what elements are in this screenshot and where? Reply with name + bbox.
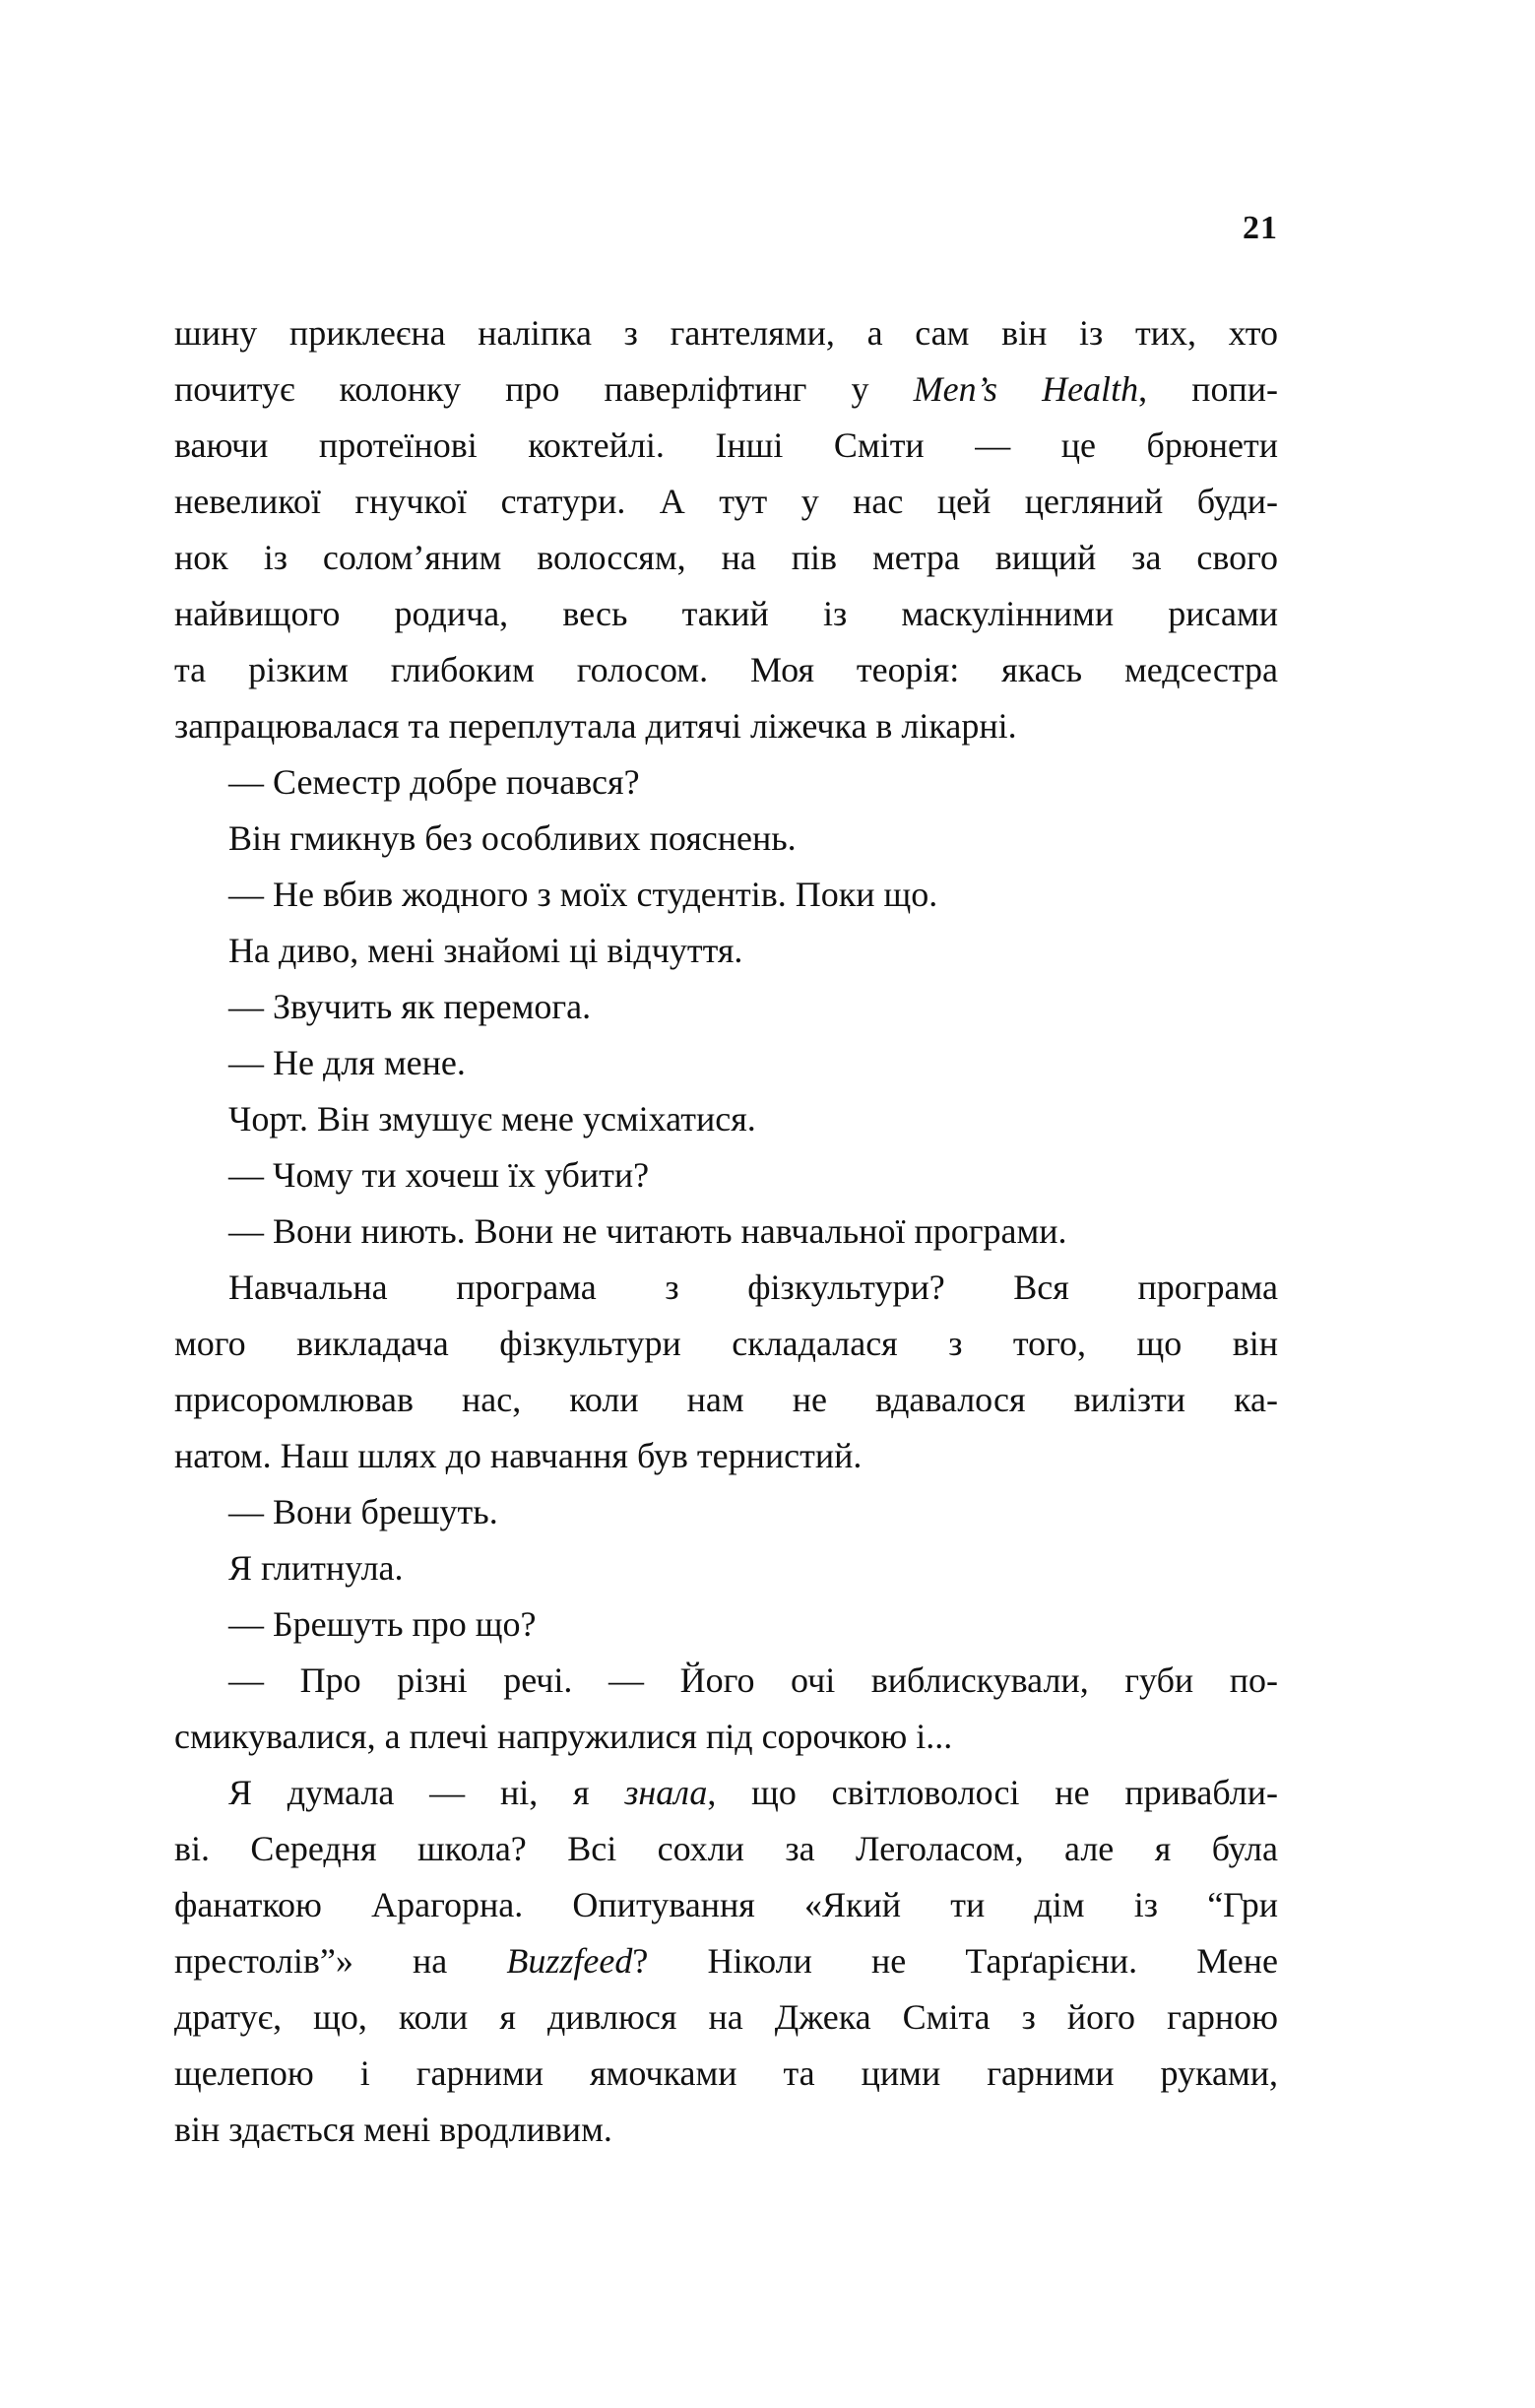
- text-segment: він здається мені вродливим.: [174, 2110, 612, 2149]
- text-segment: — Вони брешуть.: [228, 1492, 498, 1531]
- text-segment: Я глитнула.: [228, 1548, 404, 1588]
- text-line: [174, 1428, 1278, 1484]
- text-line: [174, 1035, 1278, 1091]
- text-segment: — Не вбив жодного з моїх студентів. Поки що.: [228, 875, 938, 914]
- text-line: [174, 1484, 1278, 1540]
- text-segment: шину приклеєна наліпка з гантелями, а сам він із тих, хто: [174, 313, 1278, 353]
- text-segment: фанаткою Арагорна. Опитування «Який ти дім із “Гри: [174, 1885, 1278, 1924]
- text-block: [174, 305, 1278, 2158]
- text-line: [174, 361, 1278, 418]
- text-segment: ві. Середня школа? Всі сохли за Леголасом, але я була: [174, 1829, 1278, 1868]
- text-line: [174, 867, 1278, 923]
- text-segment: На диво, мені знайомі ці відчуття.: [228, 931, 743, 970]
- text-line: [174, 1877, 1278, 1933]
- text-segment: — Вони ниють. Вони не читають навчальної програми.: [228, 1211, 1067, 1251]
- italic-text-segment: Men’s Health: [913, 369, 1139, 409]
- text-segment: — Звучить як перемога.: [228, 987, 592, 1026]
- text-segment: та різким глибоким голосом. Моя теорія: якась медсестра: [174, 650, 1278, 689]
- text-segment: Він гмикнув без особливих пояснень.: [228, 818, 797, 858]
- text-segment: — Брешуть про що?: [228, 1604, 537, 1644]
- text-line: [174, 1316, 1278, 1372]
- text-segment: — Про різні речі. — Його очі виблискували, губи по-: [228, 1660, 1278, 1700]
- text-line: [174, 1596, 1278, 1653]
- text-line: [174, 1933, 1278, 1989]
- text-line: [174, 2102, 1278, 2158]
- text-segment: найвищого родича, весь такий із маскулінними рисами: [174, 594, 1278, 633]
- text-segment: — Чому ти хочеш їх убити?: [228, 1155, 650, 1195]
- text-segment: нок із солом’яним волоссям, на пів метра вищий за свого: [174, 538, 1278, 577]
- text-segment: Чорт. Він змушує мене усміхатися.: [228, 1099, 756, 1139]
- text-segment: — Семестр добре почався?: [228, 762, 640, 802]
- text-line: [174, 642, 1278, 698]
- page-number: 21: [1243, 210, 1278, 246]
- text-line: [174, 1989, 1278, 2046]
- text-line: [174, 1147, 1278, 1204]
- text-line: [174, 418, 1278, 474]
- text-line: [174, 1653, 1278, 1709]
- text-segment: присоромлював нас, коли нам не вдавалося вилізти ка-: [174, 1380, 1278, 1419]
- text-line: [174, 979, 1278, 1035]
- text-line: [174, 1540, 1278, 1596]
- text-segment: , що світловолосі не привабли-: [707, 1773, 1279, 1812]
- text-segment: ваючи протеїнові коктейлі. Інші Сміти — це брюнети: [174, 425, 1278, 465]
- text-segment: запрацювалася та переплутала дитячі ліжечка в лікарні.: [174, 706, 1017, 746]
- text-segment: Навчальна програма з фізкультури? Вся програма: [228, 1268, 1278, 1307]
- text-segment: ? Ніколи не Тарґарієни. Мене: [632, 1941, 1279, 1981]
- text-line: [174, 923, 1278, 979]
- text-line: [174, 305, 1278, 361]
- text-line: [174, 1091, 1278, 1147]
- text-line: [174, 754, 1278, 811]
- text-line: [174, 474, 1278, 530]
- text-line: [174, 2046, 1278, 2102]
- text-segment: натом. Наш шлях до навчання був тернистий.: [174, 1436, 863, 1475]
- text-line: [174, 1204, 1278, 1260]
- text-line: [174, 811, 1278, 867]
- text-line: [174, 1372, 1278, 1428]
- text-segment: невеликої гнучкої статури. А тут у нас цей цегляний буди-: [174, 482, 1278, 521]
- text-segment: смикувалися, а плечі напружилися під сорочкою і...: [174, 1717, 953, 1756]
- text-segment: — Не для мене.: [228, 1043, 466, 1082]
- text-line: [174, 1709, 1278, 1765]
- text-segment: престолів”» на: [174, 1941, 507, 1981]
- text-line: [174, 1260, 1278, 1316]
- text-segment: щелепою і гарними ямочками та цими гарними руками,: [174, 2053, 1278, 2093]
- text-line: [174, 586, 1278, 642]
- text-line: [174, 530, 1278, 586]
- text-segment: дратує, що, коли я дивлюся на Джека Сміта з його гарною: [174, 1997, 1278, 2037]
- text-segment: , попи-: [1138, 369, 1278, 409]
- text-segment: почитує колонку про паверліфтинг у: [174, 369, 914, 409]
- text-line: [174, 1765, 1278, 1821]
- text-segment: мого викладача фізкультури складалася з того, що він: [174, 1324, 1278, 1363]
- text-segment: Я думала — ні, я: [228, 1773, 625, 1812]
- text-line: [174, 1821, 1278, 1877]
- italic-text-segment: знала: [624, 1773, 708, 1812]
- text-line: [174, 698, 1278, 754]
- italic-text-segment: Buzzfeed: [506, 1941, 633, 1981]
